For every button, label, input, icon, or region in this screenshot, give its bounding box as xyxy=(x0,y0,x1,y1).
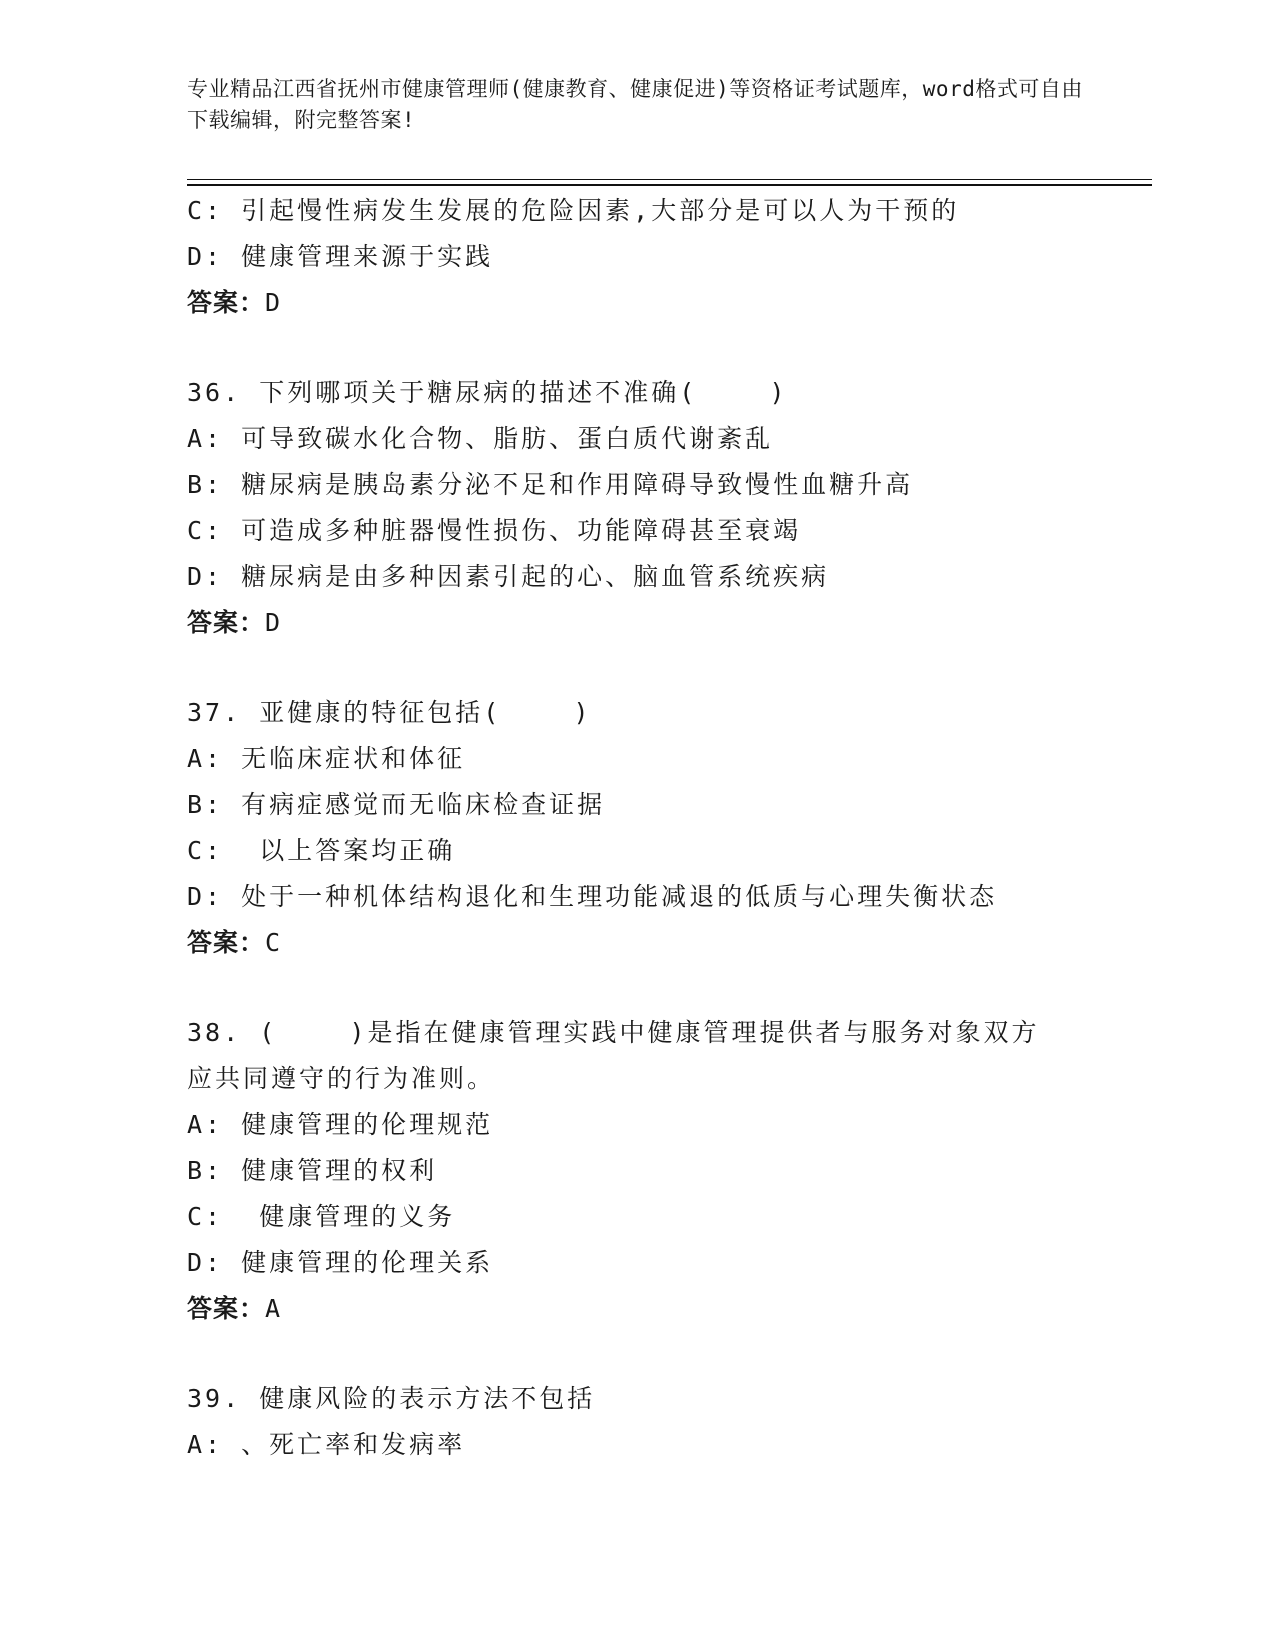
answer-label: 答案： xyxy=(187,608,266,637)
option-b: B: 有病症感觉而无临床检查证据 xyxy=(187,790,606,819)
question-35-tail xyxy=(187,188,1187,326)
question-stem: 37. 亚健康的特征包括( ) xyxy=(187,698,592,727)
question-stem: 38. ( )是指在健康管理实践中健康管理提供者与服务对象双方应共同遵守的行为准则。 xyxy=(187,1018,1040,1093)
option-c: C: 引起慢性病发生发展的危险因素,大部分是可以人为干预的 xyxy=(187,196,960,225)
question-stem: 36. 下列哪项关于糖尿病的描述不准确( ) xyxy=(187,378,788,407)
option-c: C: 以上答案均正确 xyxy=(187,836,456,865)
option-c: C: 健康管理的义务 xyxy=(187,1202,456,1231)
answer-value: D xyxy=(265,608,281,637)
question-37 xyxy=(187,690,1187,966)
document-header: 专业精品江西省抚州市健康管理师(健康教育、健康促进)等资格证考试题库，word格式可自由下载编辑，附完整答案! xyxy=(187,77,1083,132)
answer-value: C xyxy=(265,928,281,957)
answer-line xyxy=(187,600,1187,646)
question-list xyxy=(187,188,1187,1468)
option-a: A: 、死亡率和发病率 xyxy=(187,1430,466,1459)
answer-value: D xyxy=(265,288,281,317)
option-b: B: 糖尿病是胰岛素分泌不足和作用障碍导致慢性血糖升高 xyxy=(187,470,914,499)
option-d: D: 处于一种机体结构退化和生理功能减退的低质与心理失衡状态 xyxy=(187,882,998,911)
option-a: A: 健康管理的伦理规范 xyxy=(187,1110,494,1139)
answer-label: 答案： xyxy=(187,928,266,957)
question-36 xyxy=(187,370,1187,646)
option-d: D: 健康管理来源于实践 xyxy=(187,242,494,271)
answer-line xyxy=(187,1286,1187,1332)
answer-line xyxy=(187,920,1187,966)
answer-value: A xyxy=(265,1294,281,1323)
option-b: B: 健康管理的权利 xyxy=(187,1156,438,1185)
question-39 xyxy=(187,1376,1187,1468)
option-a: A: 可导致碳水化合物、脂肪、蛋白质代谢紊乱 xyxy=(187,424,774,453)
header-divider-thin xyxy=(187,179,1152,180)
option-c: C: 可造成多种脏器慢性损伤、功能障碍甚至衰竭 xyxy=(187,516,802,545)
option-d: D: 健康管理的伦理关系 xyxy=(187,1248,494,1277)
question-38 xyxy=(187,1010,1187,1332)
header-divider-thick xyxy=(187,184,1152,186)
answer-label: 答案： xyxy=(187,288,266,317)
answer-label: 答案： xyxy=(187,1294,266,1323)
answer-line xyxy=(187,280,1187,326)
question-stem: 39. 健康风险的表示方法不包括 xyxy=(187,1384,596,1413)
option-a: A: 无临床症状和体征 xyxy=(187,744,466,773)
option-d: D: 糖尿病是由多种因素引起的心、脑血管系统疾病 xyxy=(187,562,830,591)
